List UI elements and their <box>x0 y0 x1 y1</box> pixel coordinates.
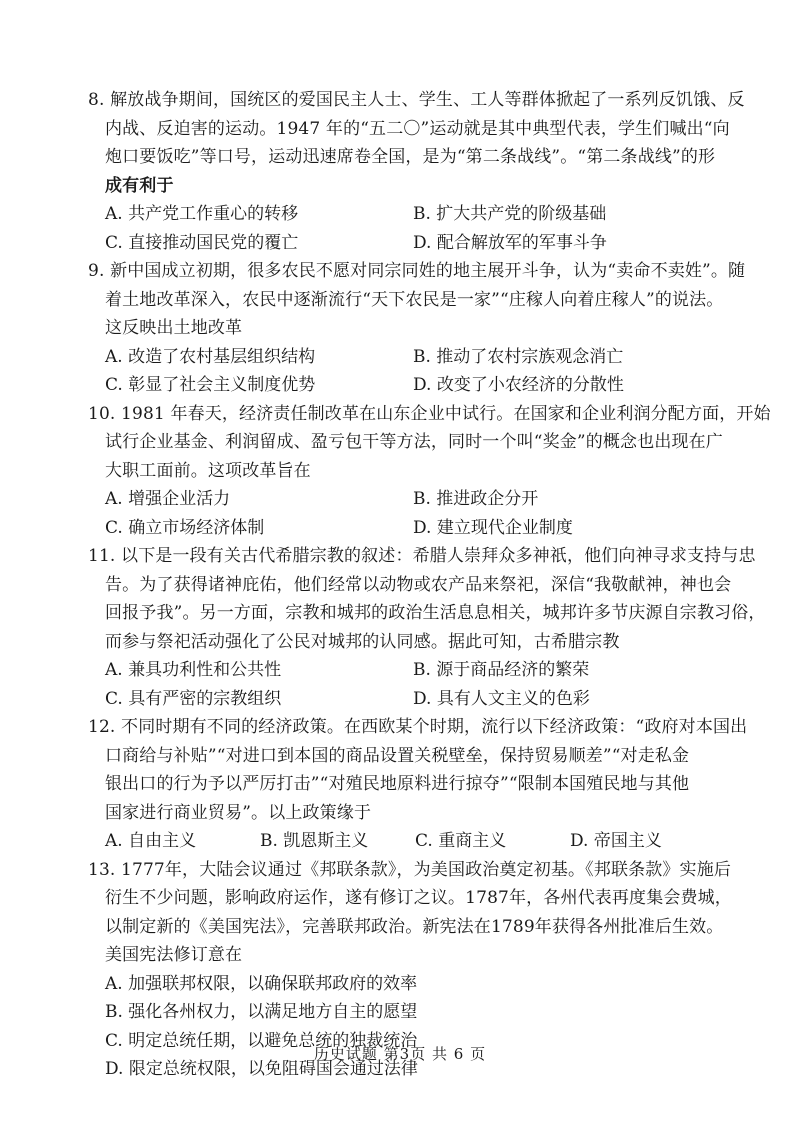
options-grid <box>88 485 728 542</box>
option-a: A. 增强企业活力 <box>105 489 231 509</box>
option-c: C. 明定总统任期，以避免总统的独裁统治 <box>105 1030 418 1051</box>
question-stem-line: 8. 解放战争期间，国统区的爱国民主人士、学生、工人等群体掀起了一系列反饥饿、反 <box>88 90 745 110</box>
option-d: D. 具有人文主义的色彩 <box>413 688 590 709</box>
question-stem-line: 口商给与补贴”“对进口到本国的商品设置关税壁垒，保持贸易顺差”“对走私金 <box>105 745 690 766</box>
page-footer: 历史试题 第3页 共 6 页 <box>313 1045 487 1063</box>
question-stem-line: 13. 1777年，大陆会议通过《邦联条款》，为美国政治奠定初基。《邦联条款》实施后 <box>88 859 732 880</box>
option-d: D. 帝国主义 <box>570 831 662 851</box>
option-b: B. 扩大共产党的阶级基础 <box>413 204 607 224</box>
option-a: A. 共产党工作重心的转移 <box>105 204 299 224</box>
question-stem-line: 以制定新的《美国宪法》，完善联邦政治。新宪法在1789年获得各州批准后生效。 <box>105 916 724 937</box>
question-stem-line: 而参与祭祀活动强化了公民对城邦的认同感。据此可知，古希腊宗教 <box>105 631 620 652</box>
question-stem-line: 告。为了获得诸神庇佑，他们经常以动物或农产品来祭祀，深信“我敬献神，神也会 <box>105 574 732 595</box>
option-d: D. 配合解放军的军事斗争 <box>413 232 607 253</box>
question-stem-line: 10. 1981 年春天，经济责任制改革在山东企业中试行。在国家和企业利润分配方面，开始 <box>88 403 771 424</box>
question-stem-line: 国家进行商业贸易”。以上政策缘于 <box>105 802 372 823</box>
option-b: B. 推动了农村宗族观念消亡 <box>413 346 624 367</box>
option-c: C. 重商主义 <box>415 831 507 851</box>
option-d: D. 改变了小农经济的分散性 <box>413 375 624 395</box>
option-c: C. 具有严密的宗教组织 <box>105 688 282 709</box>
option-c: C. 直接推动国民党的覆亡 <box>105 232 299 253</box>
option-c: C. 彰显了社会主义制度优势 <box>105 375 316 395</box>
option-a: A. 改造了农村基层组织结构 <box>105 346 316 367</box>
question-stem-line: 着土地改革深入，农民中逐渐流行“天下农民是一家”“庄稼人向着庄稼人”的说法。 <box>105 289 724 310</box>
question-stem-line: 回报予我”。另一方面，宗教和城邦的政治生活息息相关，城邦许多节庆源自宗教习俗， <box>105 603 766 623</box>
question-9 <box>88 257 746 400</box>
question-stem-line: 12. 不同时期有不同的经济政策。在西欧某个时期，流行以下经济政策：“政府对本国出 <box>88 717 748 737</box>
option-d: D. 建立现代企业制度 <box>413 517 573 538</box>
option-b: B. 源于商品经济的繁荣 <box>413 660 590 680</box>
option-d: D. 限定总统权限，以免阻碍国会通过法律 <box>105 1059 418 1079</box>
question-8 <box>88 86 745 257</box>
question-stem-line: 11. 以下是一段有关古代希腊宗教的叙述：希腊人崇拜众多神祇，他们向神寻求支持与忠 <box>88 546 756 566</box>
option-a: A. 加强联邦权限，以确保联邦政府的效率 <box>105 973 418 994</box>
question-list <box>88 86 771 1084</box>
question-stem-line: 大职工面前。这项改革旨在 <box>105 460 311 481</box>
question-stem-line: 炮口要饭吃”等口号，运动迅速席卷全国，是为“第二条战线”。“第二条战线”的形 <box>105 147 716 167</box>
option-b: B. 推进政企分开 <box>413 489 539 509</box>
options-grid <box>88 200 728 257</box>
options-row <box>88 827 728 856</box>
option-c: C. 确立市场经济体制 <box>105 517 265 538</box>
option-a: A. 自由主义 <box>105 831 197 851</box>
question-stem-line: 成有利于 <box>105 175 174 196</box>
option-b: B. 凯恩斯主义 <box>260 831 369 851</box>
question-stem-line: 试行企业基金、利润留成、盈亏包干等方法，同时一个叫“奖金”的概念也出现在广 <box>105 432 723 452</box>
question-10 <box>88 400 771 543</box>
option-b: B. 强化各州权力，以满足地方自主的愿望 <box>105 1002 418 1022</box>
options-grid <box>88 343 728 400</box>
question-12 <box>88 713 748 856</box>
question-stem-line: 9. 新中国成立初期，很多农民不愿对同宗同姓的地主展开斗争，认为“卖命不卖姓”。随 <box>88 261 746 281</box>
question-stem-line: 这反映出土地改革 <box>105 318 243 338</box>
question-11 <box>88 542 766 713</box>
question-stem-line: 衍生不少问题，影响政府运作，遂有修订之议。1787年，各州代表再度集会费城， <box>105 888 732 908</box>
option-a: A. 兼具功利性和公共性 <box>105 660 282 680</box>
options-grid <box>88 656 728 713</box>
question-stem-line: 银出口的行为予以严厉打击”“对殖民地原料进行掠夺”“限制本国殖民地与其他 <box>105 774 690 794</box>
question-stem-line: 内战、反迫害的运动。1947 年的“五二〇”运动就是其中典型代表，学生们喊出“向 <box>105 118 730 139</box>
question-stem-line: 美国宪法修订意在 <box>105 945 243 965</box>
